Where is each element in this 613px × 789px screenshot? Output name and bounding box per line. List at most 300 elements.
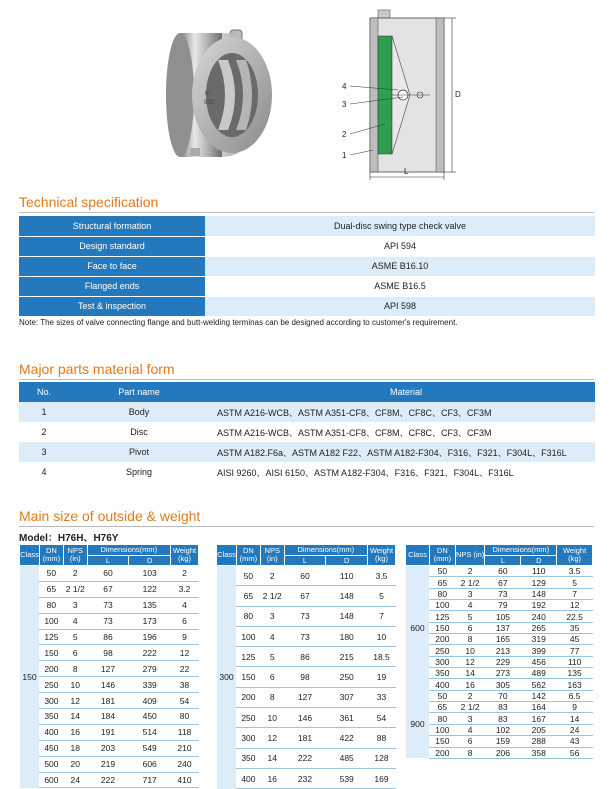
divider bbox=[19, 379, 594, 380]
dn-cell: 200 bbox=[236, 687, 260, 707]
part-name: Spring bbox=[69, 462, 209, 482]
d-cell: 240 bbox=[521, 611, 557, 622]
nps-cell: 5 bbox=[455, 611, 485, 622]
l-cell: 137 bbox=[485, 622, 521, 633]
d-cell: 110 bbox=[521, 566, 557, 577]
d-cell: 265 bbox=[521, 622, 557, 633]
dn-cell: 100 bbox=[39, 613, 63, 629]
dim-l-label: L bbox=[404, 167, 409, 176]
col-l: L bbox=[485, 556, 521, 566]
dn-cell: 350 bbox=[236, 748, 260, 768]
size-row bbox=[406, 622, 593, 633]
l-cell: 305 bbox=[485, 679, 521, 690]
weight-cell: 54 bbox=[171, 693, 199, 709]
size-row bbox=[20, 693, 199, 709]
size-row bbox=[217, 647, 396, 667]
dn-cell: 100 bbox=[429, 600, 455, 611]
l-cell: 73 bbox=[87, 597, 129, 613]
l-cell: 83 bbox=[485, 702, 521, 713]
dn-cell: 65 bbox=[39, 581, 63, 597]
nps-cell: 2 bbox=[63, 566, 87, 582]
size-row bbox=[217, 768, 396, 788]
part-material: ASTM A182.F6a、ASTM A182 F22、ASTM A182-F304、F316、F321、F304L、F316L bbox=[209, 442, 595, 462]
weight-cell: 19 bbox=[368, 667, 396, 687]
dn-cell: 300 bbox=[236, 728, 260, 748]
l-cell: 73 bbox=[87, 613, 129, 629]
size-row bbox=[217, 748, 396, 768]
d-cell: 173 bbox=[129, 613, 171, 629]
nps-cell: 24 bbox=[63, 772, 87, 788]
spec-label: Structural formation bbox=[19, 216, 205, 236]
spec-label: Face to face bbox=[19, 256, 205, 276]
dn-cell: 150 bbox=[429, 622, 455, 633]
nps-cell: 4 bbox=[63, 613, 87, 629]
col-dimensions: Dimensions(mm) bbox=[485, 545, 557, 556]
weight-cell: 9 bbox=[171, 629, 199, 645]
l-cell: 213 bbox=[485, 645, 521, 656]
nps-cell: 10 bbox=[260, 708, 284, 728]
weight-cell: 3.5 bbox=[368, 566, 396, 586]
d-cell: 606 bbox=[129, 756, 171, 772]
weight-cell: 5 bbox=[368, 586, 396, 606]
valve-photo bbox=[166, 30, 272, 157]
size-row bbox=[20, 597, 199, 613]
l-cell: 229 bbox=[485, 656, 521, 667]
weight-cell: 7 bbox=[557, 588, 593, 599]
dn-cell: 80 bbox=[39, 597, 63, 613]
size-row bbox=[406, 713, 593, 724]
d-cell: 196 bbox=[129, 629, 171, 645]
col-class: Class bbox=[406, 545, 430, 566]
dn-cell: 125 bbox=[236, 647, 260, 667]
d-cell: 358 bbox=[521, 747, 557, 758]
part-name: Pivot bbox=[69, 442, 209, 462]
size-row bbox=[217, 566, 396, 586]
dn-cell: 300 bbox=[39, 693, 63, 709]
size-row bbox=[406, 600, 593, 611]
dn-cell: 150 bbox=[429, 736, 455, 747]
part-material: ASTM A216-WCB、ASTM A351-CF8、CF8M、CF8C、CF3、CF3M bbox=[209, 402, 595, 422]
nps-cell: 5 bbox=[260, 647, 284, 667]
dn-cell: 65 bbox=[429, 702, 455, 713]
size-row bbox=[406, 588, 593, 599]
weight-cell: 43 bbox=[557, 736, 593, 747]
l-cell: 86 bbox=[87, 629, 129, 645]
size-row bbox=[20, 724, 199, 740]
dn-cell: 450 bbox=[39, 740, 63, 756]
col-nps: NPS (in) bbox=[260, 545, 284, 566]
l-cell: 60 bbox=[87, 566, 129, 582]
spec-value: Dual-disc swing type check valve bbox=[205, 216, 595, 236]
l-cell: 70 bbox=[485, 690, 521, 701]
d-cell: 192 bbox=[521, 600, 557, 611]
divider bbox=[19, 212, 594, 213]
size-row bbox=[20, 661, 199, 677]
dn-cell: 100 bbox=[236, 626, 260, 646]
d-cell: 167 bbox=[521, 713, 557, 724]
l-cell: 146 bbox=[87, 677, 129, 693]
dn-cell: 80 bbox=[236, 606, 260, 626]
weight-cell: 7 bbox=[368, 606, 396, 626]
tech-spec-table bbox=[19, 216, 595, 317]
col-dn: DN (mm) bbox=[236, 545, 260, 566]
nps-cell: 3 bbox=[63, 597, 87, 613]
size-row bbox=[406, 577, 593, 588]
nps-cell: 2 bbox=[455, 690, 485, 701]
dn-cell: 50 bbox=[236, 566, 260, 586]
weight-cell: 163 bbox=[557, 679, 593, 690]
dn-cell: 50 bbox=[429, 690, 455, 701]
l-cell: 219 bbox=[87, 756, 129, 772]
dn-cell: 400 bbox=[236, 768, 260, 788]
size-row bbox=[406, 724, 593, 735]
col-dn: DN (mm) bbox=[429, 545, 455, 566]
weight-cell: 5 bbox=[557, 577, 593, 588]
col-part-name: Part name bbox=[69, 382, 209, 402]
part-name: Disc bbox=[69, 422, 209, 442]
l-cell: 67 bbox=[87, 581, 129, 597]
size-table bbox=[216, 544, 396, 789]
col-material: Material bbox=[209, 382, 595, 402]
callout-4: 4 bbox=[342, 82, 347, 91]
d-cell: 205 bbox=[521, 724, 557, 735]
nps-cell: 2 1/2 bbox=[455, 577, 485, 588]
part-material: AISI 9260、AISI 6150、ASTM A182-F304、F316、F321、F304L、F316L bbox=[209, 462, 595, 482]
size-row bbox=[217, 667, 396, 687]
nps-cell: 4 bbox=[260, 626, 284, 646]
size-row bbox=[217, 586, 396, 606]
class-cell: 150 bbox=[20, 566, 40, 788]
weight-cell: 18.5 bbox=[368, 647, 396, 667]
nps-cell: 16 bbox=[63, 724, 87, 740]
l-cell: 60 bbox=[485, 566, 521, 577]
size-row bbox=[217, 708, 396, 728]
dn-cell: 50 bbox=[39, 566, 63, 582]
size-row bbox=[406, 679, 593, 690]
weight-cell: 135 bbox=[557, 668, 593, 679]
d-cell: 456 bbox=[521, 656, 557, 667]
valve-illustration bbox=[0, 0, 613, 190]
weight-cell: 54 bbox=[368, 708, 396, 728]
product-figures bbox=[0, 0, 613, 190]
l-cell: 127 bbox=[87, 661, 129, 677]
d-cell: 549 bbox=[129, 740, 171, 756]
parts-row bbox=[19, 442, 595, 462]
weight-cell: 2 bbox=[171, 566, 199, 582]
dn-cell: 250 bbox=[39, 677, 63, 693]
spec-value: API 598 bbox=[205, 296, 595, 316]
col-l: L bbox=[284, 556, 326, 566]
part-no: 3 bbox=[19, 442, 69, 462]
weight-cell: 6 bbox=[171, 613, 199, 629]
size-row bbox=[20, 629, 199, 645]
size-row bbox=[20, 772, 199, 788]
weight-cell: 12 bbox=[171, 645, 199, 661]
col-dimensions: Dimensions(mm) bbox=[284, 545, 367, 556]
weight-cell: 169 bbox=[368, 768, 396, 788]
l-cell: 67 bbox=[485, 577, 521, 588]
d-cell: 279 bbox=[129, 661, 171, 677]
d-cell: 399 bbox=[521, 645, 557, 656]
weight-cell: 4 bbox=[171, 597, 199, 613]
size-row bbox=[217, 606, 396, 626]
size-row bbox=[217, 626, 396, 646]
body-mark-rating: 900 bbox=[204, 100, 215, 106]
size-row bbox=[406, 566, 593, 577]
nps-cell: 12 bbox=[260, 728, 284, 748]
dn-cell: 65 bbox=[429, 577, 455, 588]
dn-cell: 400 bbox=[429, 679, 455, 690]
nps-cell: 5 bbox=[63, 629, 87, 645]
l-cell: 98 bbox=[87, 645, 129, 661]
spec-row bbox=[19, 296, 595, 316]
d-cell: 450 bbox=[129, 709, 171, 725]
dn-cell: 350 bbox=[429, 668, 455, 679]
l-cell: 206 bbox=[485, 747, 521, 758]
weight-cell: 210 bbox=[171, 740, 199, 756]
d-cell: 485 bbox=[326, 748, 368, 768]
weight-cell: 410 bbox=[171, 772, 199, 788]
callout-3: 3 bbox=[342, 100, 347, 109]
size-row bbox=[406, 611, 593, 622]
l-cell: 222 bbox=[284, 748, 326, 768]
callout-1: 1 bbox=[342, 151, 347, 160]
nps-cell: 2 1/2 bbox=[63, 581, 87, 597]
weight-cell: 118 bbox=[171, 724, 199, 740]
spec-row bbox=[19, 276, 595, 296]
size-row bbox=[20, 677, 199, 693]
d-cell: 148 bbox=[326, 586, 368, 606]
size-row bbox=[406, 656, 593, 667]
col-weight: Weight (kg) bbox=[368, 545, 396, 566]
dn-cell: 200 bbox=[39, 661, 63, 677]
spec-label: Test & inspection bbox=[19, 296, 205, 316]
size-row bbox=[406, 668, 593, 679]
spec-value: API 594 bbox=[205, 236, 595, 256]
dn-cell: 400 bbox=[39, 724, 63, 740]
l-cell: 105 bbox=[485, 611, 521, 622]
tech-spec-title: Technical specification bbox=[19, 194, 159, 210]
weight-cell: 14 bbox=[557, 713, 593, 724]
size-row bbox=[406, 634, 593, 645]
size-row bbox=[20, 756, 199, 772]
nps-cell: 3 bbox=[455, 588, 485, 599]
l-cell: 83 bbox=[485, 713, 521, 724]
weight-cell: 240 bbox=[171, 756, 199, 772]
d-cell: 148 bbox=[326, 606, 368, 626]
spec-label: Design standard bbox=[19, 236, 205, 256]
l-cell: 191 bbox=[87, 724, 129, 740]
nps-cell: 8 bbox=[63, 661, 87, 677]
weight-cell: 24 bbox=[557, 724, 593, 735]
parts-row bbox=[19, 402, 595, 422]
dn-cell: 50 bbox=[429, 566, 455, 577]
nps-cell: 14 bbox=[260, 748, 284, 768]
l-cell: 165 bbox=[485, 634, 521, 645]
l-cell: 67 bbox=[284, 586, 326, 606]
d-cell: 319 bbox=[521, 634, 557, 645]
size-row bbox=[20, 709, 199, 725]
nps-cell: 14 bbox=[63, 709, 87, 725]
size-row bbox=[406, 690, 593, 701]
l-cell: 86 bbox=[284, 647, 326, 667]
l-cell: 73 bbox=[284, 626, 326, 646]
dn-cell: 150 bbox=[39, 645, 63, 661]
spec-row bbox=[19, 236, 595, 256]
d-cell: 717 bbox=[129, 772, 171, 788]
weight-cell: 56 bbox=[557, 747, 593, 758]
size-table bbox=[19, 544, 199, 788]
col-dimensions: Dimensions(mm) bbox=[87, 545, 170, 556]
nps-cell: 12 bbox=[455, 656, 485, 667]
col-no: No. bbox=[19, 382, 69, 402]
dn-cell: 65 bbox=[236, 586, 260, 606]
nps-cell: 20 bbox=[63, 756, 87, 772]
nps-cell: 4 bbox=[455, 724, 485, 735]
d-cell: 307 bbox=[326, 687, 368, 707]
weight-cell: 110 bbox=[557, 656, 593, 667]
nps-cell: 6 bbox=[260, 667, 284, 687]
parts-row bbox=[19, 422, 595, 442]
l-cell: 159 bbox=[485, 736, 521, 747]
d-cell: 422 bbox=[326, 728, 368, 748]
size-row bbox=[20, 645, 199, 661]
l-cell: 181 bbox=[87, 693, 129, 709]
nps-cell: 4 bbox=[455, 600, 485, 611]
weight-cell: 80 bbox=[171, 709, 199, 725]
d-cell: 489 bbox=[521, 668, 557, 679]
col-dn: DN (mm) bbox=[39, 545, 63, 566]
spec-row bbox=[19, 216, 595, 236]
nps-cell: 8 bbox=[455, 747, 485, 758]
l-cell: 232 bbox=[284, 768, 326, 788]
divider bbox=[19, 526, 594, 527]
nps-cell: 6 bbox=[455, 622, 485, 633]
d-cell: 339 bbox=[129, 677, 171, 693]
weight-cell: 22.5 bbox=[557, 611, 593, 622]
part-no: 2 bbox=[19, 422, 69, 442]
weight-cell: 33 bbox=[368, 687, 396, 707]
d-cell: 222 bbox=[129, 645, 171, 661]
part-no: 1 bbox=[19, 402, 69, 422]
class-cell: 600 bbox=[406, 566, 430, 691]
d-cell: 129 bbox=[521, 577, 557, 588]
size-table bbox=[405, 544, 593, 759]
l-cell: 222 bbox=[87, 772, 129, 788]
l-cell: 60 bbox=[284, 566, 326, 586]
dn-cell: 250 bbox=[236, 708, 260, 728]
d-cell: 142 bbox=[521, 690, 557, 701]
d-cell: 122 bbox=[129, 581, 171, 597]
callout-2: 2 bbox=[342, 130, 347, 139]
sizes-title: Main size of outside & weight bbox=[19, 508, 201, 524]
spec-row bbox=[19, 256, 595, 276]
d-cell: 539 bbox=[326, 768, 368, 788]
size-row bbox=[217, 687, 396, 707]
dn-cell: 80 bbox=[429, 713, 455, 724]
d-cell: 180 bbox=[326, 626, 368, 646]
nps-cell: 14 bbox=[455, 668, 485, 679]
size-row bbox=[406, 702, 593, 713]
parts-title: Major parts material form bbox=[19, 361, 175, 377]
d-cell: 361 bbox=[326, 708, 368, 728]
dn-cell: 600 bbox=[39, 772, 63, 788]
weight-cell: 6.5 bbox=[557, 690, 593, 701]
dn-cell: 500 bbox=[39, 756, 63, 772]
nps-cell: 2 bbox=[260, 566, 284, 586]
nps-cell: 16 bbox=[260, 768, 284, 788]
dn-cell: 350 bbox=[39, 709, 63, 725]
dn-cell: 300 bbox=[429, 656, 455, 667]
l-cell: 102 bbox=[485, 724, 521, 735]
nps-cell: 2 1/2 bbox=[260, 586, 284, 606]
col-nps: NPS (in) bbox=[63, 545, 87, 566]
nps-cell: 18 bbox=[63, 740, 87, 756]
d-cell: 215 bbox=[326, 647, 368, 667]
weight-cell: 77 bbox=[557, 645, 593, 656]
size-row bbox=[406, 736, 593, 747]
nps-cell: 6 bbox=[455, 736, 485, 747]
part-name: Body bbox=[69, 402, 209, 422]
weight-cell: 3.5 bbox=[557, 566, 593, 577]
dn-cell: 150 bbox=[236, 667, 260, 687]
tech-note: Note: The sizes of valve connecting flange and butt-welding terminas can be designed according to customer's requirement. bbox=[19, 318, 458, 327]
l-cell: 273 bbox=[485, 668, 521, 679]
nps-cell: 10 bbox=[63, 677, 87, 693]
size-row bbox=[20, 566, 199, 582]
nps-cell: 3 bbox=[455, 713, 485, 724]
l-cell: 79 bbox=[485, 600, 521, 611]
size-row bbox=[406, 645, 593, 656]
col-d: D bbox=[521, 556, 557, 566]
size-row bbox=[20, 613, 199, 629]
d-cell: 110 bbox=[326, 566, 368, 586]
dn-cell: 200 bbox=[429, 634, 455, 645]
dn-cell: 125 bbox=[429, 611, 455, 622]
col-l: L bbox=[87, 556, 129, 566]
weight-cell: 10 bbox=[368, 626, 396, 646]
col-weight: Weight (kg) bbox=[171, 545, 199, 566]
weight-cell: 12 bbox=[557, 600, 593, 611]
d-cell: 135 bbox=[129, 597, 171, 613]
col-d: D bbox=[129, 556, 171, 566]
d-cell: 288 bbox=[521, 736, 557, 747]
d-cell: 164 bbox=[521, 702, 557, 713]
size-row bbox=[217, 728, 396, 748]
parts-table bbox=[19, 382, 595, 482]
d-cell: 514 bbox=[129, 724, 171, 740]
parts-row bbox=[19, 462, 595, 482]
l-cell: 181 bbox=[284, 728, 326, 748]
nps-cell: 2 1/2 bbox=[455, 702, 485, 713]
spec-value: ASME B16.10 bbox=[205, 256, 595, 276]
weight-cell: 88 bbox=[368, 728, 396, 748]
l-cell: 73 bbox=[284, 606, 326, 626]
dn-cell: 200 bbox=[429, 747, 455, 758]
body-mark-size: 6" bbox=[205, 91, 211, 97]
nps-cell: 2 bbox=[455, 566, 485, 577]
model-label: Model：H76H、H76Y bbox=[19, 533, 119, 544]
l-cell: 184 bbox=[87, 709, 129, 725]
l-cell: 73 bbox=[485, 588, 521, 599]
weight-cell: 22 bbox=[171, 661, 199, 677]
nps-cell: 8 bbox=[455, 634, 485, 645]
d-cell: 250 bbox=[326, 667, 368, 687]
nps-cell: 8 bbox=[260, 687, 284, 707]
weight-cell: 35 bbox=[557, 622, 593, 633]
col-d: D bbox=[326, 556, 368, 566]
weight-cell: 9 bbox=[557, 702, 593, 713]
